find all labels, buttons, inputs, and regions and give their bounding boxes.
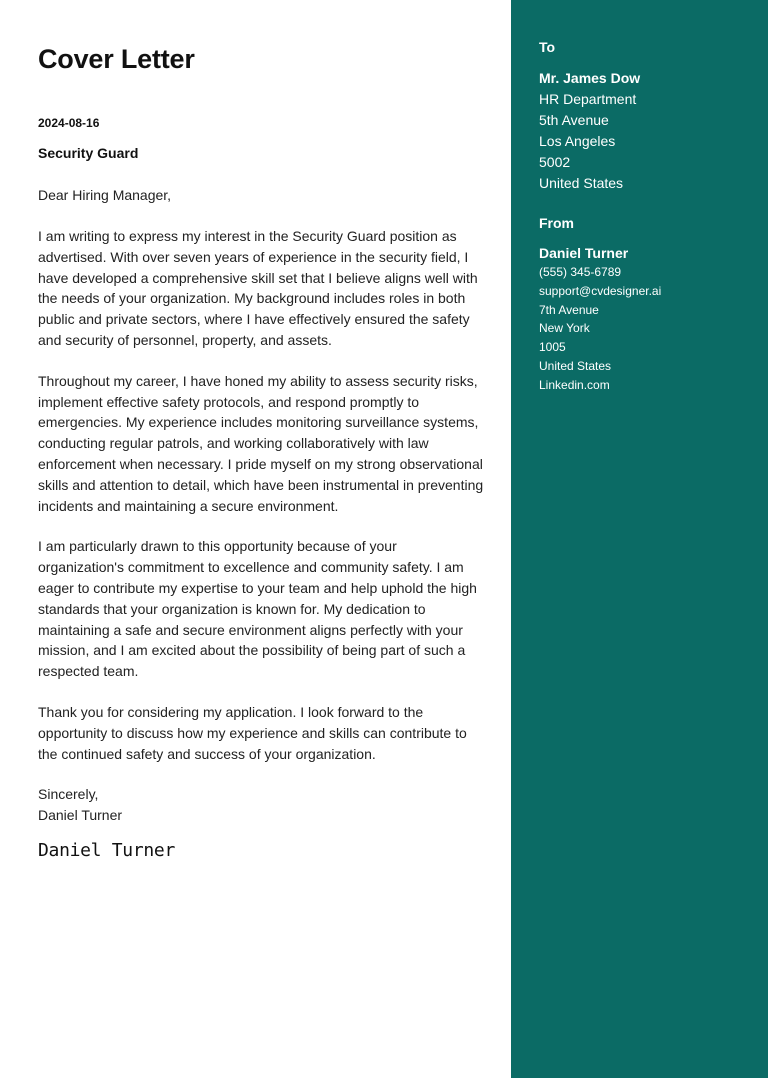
letter-paragraph-1: I am writing to express my interest in the Security Guard position as advertised. With over seven years of experience in the security field, I have developed a comprehensive skill set that I believe aligns well with the needs of your organization. My background includes roles in both public and private sectors, where I have effectively ensured the safety and security of personnel, property, and assets. — [38, 228, 478, 348]
recipient-name: Mr. James Dow — [539, 70, 641, 86]
letter-paragraph-3: I am particularly drawn to this opportunity because of your organization's commitment to excellence and community safety. I am eager to contribute my expertise to your team and help uphold the high standards that your organization is known for. My dedication to maintaining a safe and secure environment aligns perfectly with your mission, and I am excited about the possibility of being part of such a respected team. — [38, 538, 477, 680]
recipient-street: 5th Avenue — [539, 112, 609, 128]
sender-street: 7th Avenue — [539, 302, 599, 317]
letter-paragraph-2: Throughout my career, I have honed my ability to assess security risks, implement effective safety protocols, and respond promptly to emergencies. My experience includes monitoring surveillance systems, conducting regular patrols, and working collaboratively with law enforcement when necessary. I pride myself on my strong observational skills and attention to detail, which have been instrumental in preventing incidents and maintaining a secure environment. — [38, 372, 484, 514]
recipient-city: Los Angeles — [539, 133, 616, 149]
handwritten-signature: Daniel Turner — [38, 840, 175, 862]
sidebar-content — [539, 38, 759, 395]
recipient-country: United States — [539, 175, 624, 191]
sender-name: Daniel Turner — [539, 245, 629, 261]
sender-phone: (555) 345-6789 — [539, 265, 622, 279]
typed-name: Daniel Turner — [38, 807, 123, 824]
sender-zip: 1005 — [539, 340, 566, 355]
sender-country: United States — [539, 358, 612, 373]
letter-date: 2024-08-16 — [38, 116, 100, 130]
recipient-heading: To — [539, 39, 556, 55]
sender-linkedin-link[interactable]: Linkedin.com — [539, 377, 610, 392]
position-title: Security Guard — [38, 145, 139, 161]
closing: Sincerely, — [38, 786, 99, 803]
recipient-zip: 5002 — [539, 154, 571, 170]
recipient-department: HR Department — [539, 91, 637, 107]
contact-sidebar — [511, 0, 768, 1078]
letter-body — [38, 40, 486, 863]
letter-paragraph-4: Thank you for considering my application. I look forward to the opportunity to discuss how my experience and skills can contribute to the continued safety and success of your organization. — [38, 703, 467, 762]
page-title: Cover Letter — [38, 44, 195, 74]
sender-email[interactable]: support@cvdesigner.ai — [539, 283, 662, 298]
salutation: Dear Hiring Manager, — [38, 187, 172, 203]
sender-heading: From — [539, 215, 574, 231]
sender-city: New York — [539, 321, 590, 336]
